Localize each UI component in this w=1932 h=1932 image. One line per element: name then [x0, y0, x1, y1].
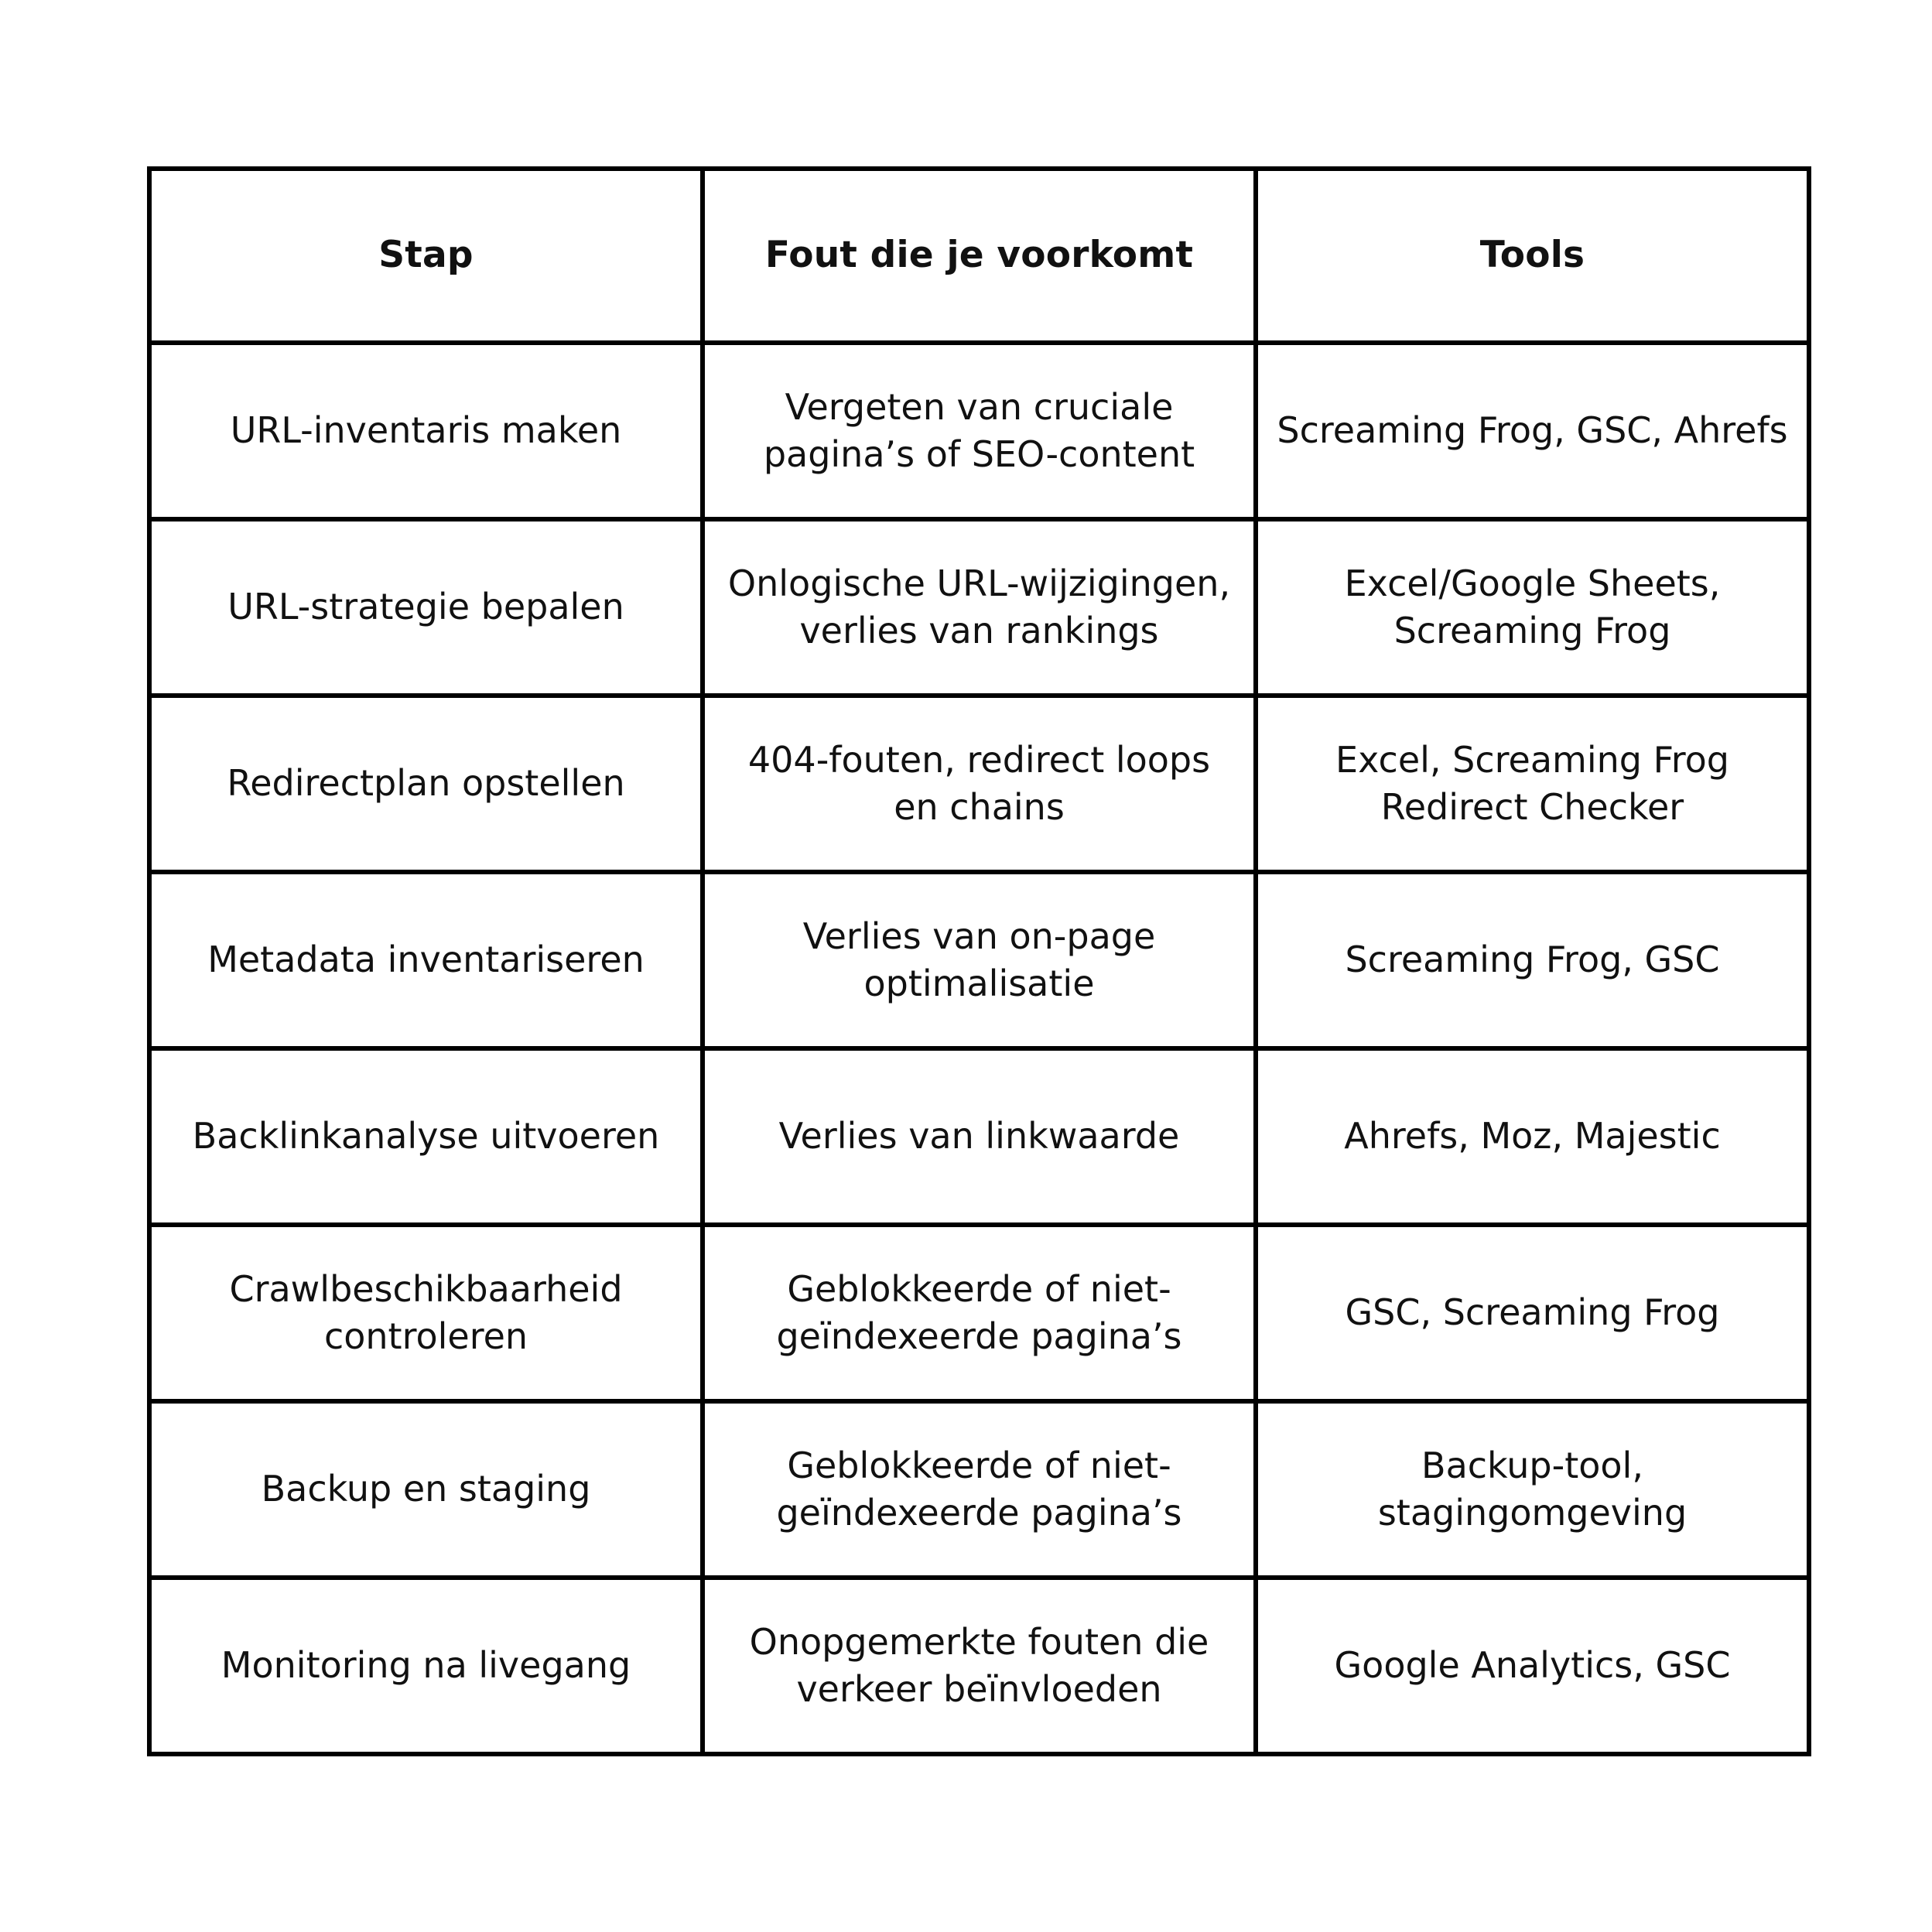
cell-tools-text: Screaming Frog, GSC [1345, 939, 1720, 981]
seo-migration-checklist-table [147, 166, 1811, 1756]
cell-tools [1256, 872, 1809, 1048]
cell-tools [1256, 1048, 1809, 1225]
table-body [149, 343, 1809, 1754]
table-row [149, 519, 1809, 696]
cell-stap [149, 519, 703, 696]
cell-stap-text: Backup en staging [261, 1468, 591, 1510]
column-header-stap [149, 169, 703, 343]
cell-stap [149, 1401, 703, 1578]
cell-stap [149, 1578, 703, 1754]
column-header-fout [703, 169, 1256, 343]
cell-tools [1256, 1225, 1809, 1401]
cell-tools-text: Screaming Frog, GSC, Ahrefs [1277, 409, 1788, 452]
cell-stap [149, 343, 703, 519]
cell-fout [703, 519, 1256, 696]
cell-fout-text: Vergeten van cruciale pagina’s of SEO-content [763, 385, 1195, 475]
cell-stap-text: Metadata inventariseren [207, 939, 645, 981]
table-container [147, 166, 1807, 1756]
column-header-tools-label: Tools [1479, 234, 1585, 277]
cell-tools [1256, 1401, 1809, 1578]
table-header [149, 169, 1809, 343]
cell-stap-text: URL-inventaris maken [230, 409, 622, 452]
cell-fout-text: Onlogische URL-wijzigingen, verlies van rankings [727, 562, 1231, 651]
column-header-fout-label: Fout die je voorkomt [764, 234, 1194, 277]
cell-fout [703, 872, 1256, 1048]
table-row [149, 1401, 1809, 1578]
cell-fout [703, 343, 1256, 519]
cell-stap [149, 696, 703, 872]
cell-stap-text: Redirectplan opstellen [227, 762, 625, 805]
cell-tools-text: Google Analytics, GSC [1334, 1644, 1731, 1687]
cell-tools-text: Excel/Google Sheets, Screaming Frog [1344, 562, 1721, 651]
cell-fout-text: Geblokkeerde of niet-geïndexeerde pagina’s [776, 1444, 1182, 1534]
cell-tools-text: Backup-tool, stagingomgeving [1377, 1444, 1688, 1534]
cell-fout [703, 1401, 1256, 1578]
cell-stap [149, 872, 703, 1048]
cell-tools [1256, 519, 1809, 696]
table-row [149, 696, 1809, 872]
cell-stap [149, 1048, 703, 1225]
table-row [149, 343, 1809, 519]
cell-fout [703, 1578, 1256, 1754]
cell-fout-text: 404-fouten, redirect loops en chains [747, 738, 1211, 828]
table-row [149, 1048, 1809, 1225]
cell-stap-text: Monitoring na livegang [221, 1644, 631, 1687]
cell-stap [149, 1225, 703, 1401]
cell-tools-text: GSC, Screaming Frog [1345, 1291, 1720, 1334]
column-header-tools [1256, 169, 1809, 343]
cell-fout [703, 696, 1256, 872]
cell-stap-text: Backlinkanalyse uitvoeren [192, 1115, 660, 1157]
cell-fout-text: Verlies van linkwaarde [778, 1115, 1180, 1157]
cell-stap-text: Crawlbeschikbaarheid controleren [229, 1267, 623, 1357]
table-row [149, 872, 1809, 1048]
cell-fout-text: Verlies van on-page optimalisatie [802, 915, 1156, 1004]
cell-stap-text: URL-strategie bepalen [227, 586, 624, 628]
cell-tools-text: Ahrefs, Moz, Majestic [1344, 1115, 1721, 1157]
cell-tools [1256, 1578, 1809, 1754]
cell-fout [703, 1225, 1256, 1401]
cell-tools [1256, 696, 1809, 872]
cell-fout-text: Onopgemerkte fouten die verkeer beïnvloeden [749, 1620, 1209, 1710]
table-row [149, 1225, 1809, 1401]
cell-fout-text: Geblokkeerde of niet-geïndexeerde pagina’s [776, 1267, 1182, 1357]
table-header-row [149, 169, 1809, 343]
cell-fout [703, 1048, 1256, 1225]
table-row [149, 1578, 1809, 1754]
cell-tools-text: Excel, Screaming Frog Redirect Checker [1335, 738, 1729, 828]
cell-tools [1256, 343, 1809, 519]
column-header-stap-label: Stap [378, 234, 474, 277]
